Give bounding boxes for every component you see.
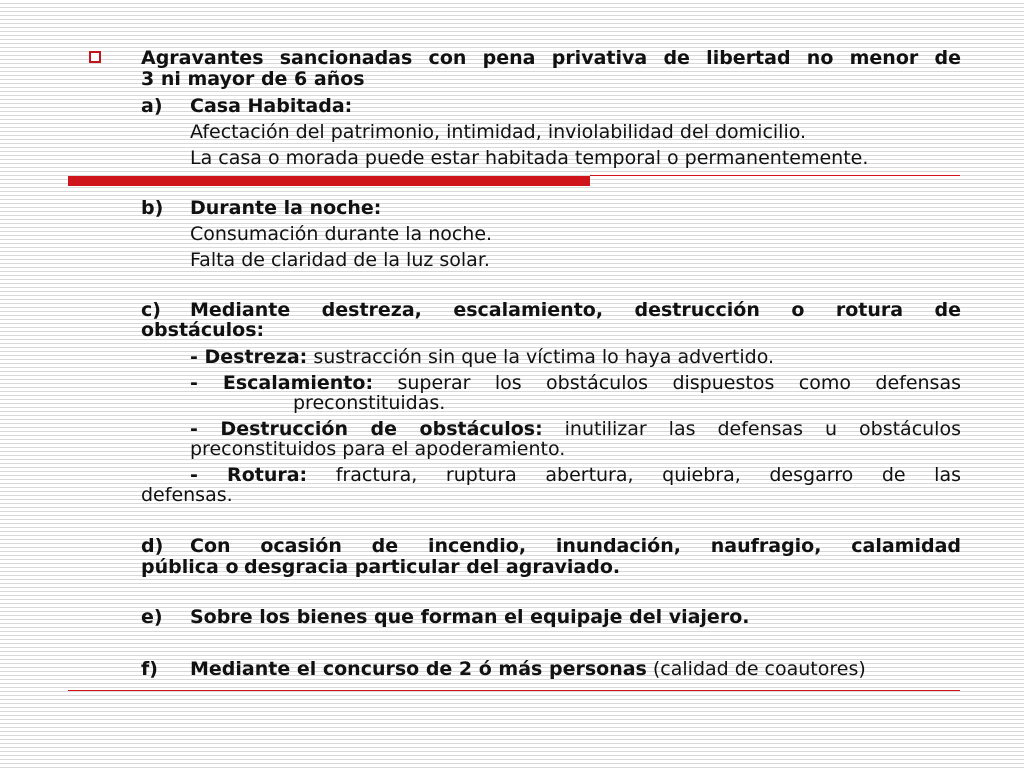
item-a-title-text: Casa Habitada: [190,95,353,117]
item-c-title-text: Mediante destreza, escalamiento, destrucción o rotura de [190,299,961,321]
item-d-label: d) [141,535,164,557]
item-c-title-line-2: obstáculos: [141,319,265,341]
desc-rotura: fractura, ruptura abertura, quiebra, desgarro de las [307,464,961,486]
divider-thin-bottom [68,690,960,691]
item-b-title-text: Durante la noche: [190,197,382,219]
item-c-destruccion [190,419,961,439]
item-c-label: c) [141,299,161,321]
item-c-title-line-1 [141,300,961,320]
term-destruccion: - Destrucción de obstáculos: [190,418,543,440]
desc-escalamiento: superar los obstáculos dispuestos como defensas [373,372,961,394]
item-e-text: Sobre los bienes que forman el equipaje del viajero. [190,606,750,628]
item-b-label: b) [141,197,164,219]
item-a-detail-2: La casa o morada puede estar habitada temporal o permanentemente. [190,147,869,169]
item-c-escalamiento [190,373,961,393]
item-b-detail-2: Falta de claridad de la luz solar. [190,249,490,271]
heading-line-2: 3 ni mayor de 6 años [141,68,365,90]
item-f [141,659,866,679]
divider-thin-top [590,175,960,176]
item-a-label: a) [141,95,163,117]
term-destreza: - Destreza: [190,346,308,368]
desc-destreza: sustracción sin que la víctima lo haya advertido. [307,346,775,368]
item-e [141,607,749,627]
item-a-title [141,96,352,116]
heading-line-1: Agravantes sancionadas con pena privativa de libertad no menor de [141,47,961,69]
item-d-line-2 [141,557,620,577]
item-a-detail-1: Afectación del patrimonio, intimidad, inviolabilidad del domicilio. [190,121,807,143]
item-c-rotura-cont: defensas. [141,484,233,506]
item-c-destruccion-cont: preconstituidos para el apoderamiento. [190,438,566,460]
item-c-destreza [190,347,774,367]
item-b-detail-1: Consumación durante la noche. [190,223,493,245]
item-f-label: f) [141,658,158,680]
term-rotura: - Rotura: [190,464,308,486]
item-c-escalamiento-cont: preconstituidas. [293,392,446,414]
divider-thick [68,176,590,186]
hollow-square-bullet-icon [89,51,101,63]
item-d-line-1 [141,536,961,556]
item-d-text-2b: desgracia particular del agraviado. [244,556,621,578]
item-e-label: e) [141,606,163,628]
item-f-text: Mediante el concurso de 2 ó más personas [190,658,647,680]
term-escalamiento: - Escalamiento: [190,372,374,394]
item-f-note: (calidad de coautores) [646,658,866,680]
item-c-rotura [190,465,961,485]
desc-destruccion: inutilizar las defensas u obstáculos [542,418,961,440]
item-d-text-2a: pública o [141,556,239,578]
item-d-text-1: Con ocasión de incendio, inundación, naufragio, calamidad [190,535,961,557]
item-b-title [141,198,381,218]
